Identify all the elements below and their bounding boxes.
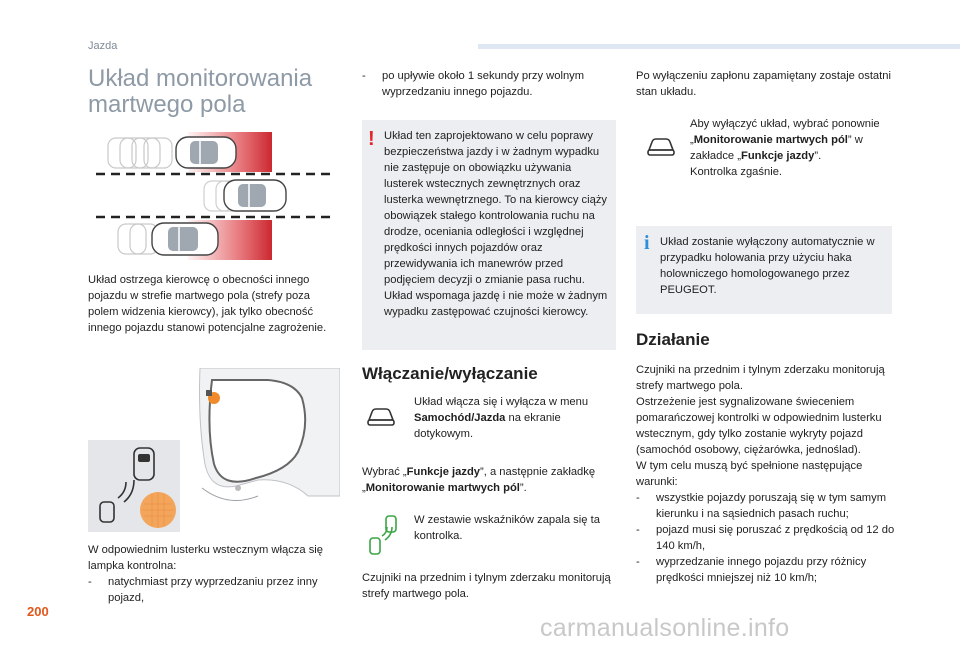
car-settings-icon-2 (646, 134, 676, 158)
page-title: Układ monitorowania martwego pola (88, 65, 313, 118)
car-bottom (152, 223, 218, 255)
intro-paragraph: Układ ostrzega kierowcę o obecności innego pojazdu w strefie martwego pola (strefy poza polem widzenia kierowcy), jak tylko obecność innego pojazdu stanowi potencjalne zagrożenie. (88, 274, 327, 334)
page-number: 200 (27, 604, 49, 619)
sensors-paragraph: Czujniki na przednim i tylnym zderzaku monitorują strefy martwego pola. (362, 572, 611, 600)
list-item: - po upływie około 1 sekundy przy wolnym wyprzedzaniu innego pojazdu. (362, 70, 585, 98)
conditions-list (636, 490, 896, 586)
car-top (176, 137, 236, 168)
ignition-paragraph: Po wyłączeniu zapłonu zapamiętany zostaje ostatni stan układu. (636, 70, 891, 98)
menu-paragraph: Układ włącza się i wyłącza w menu Samochód/Jazda na ekranie dotykowym. (414, 396, 589, 440)
warning-panel (362, 120, 616, 350)
section-heading-enable: Włączanie/wyłączanie (362, 364, 538, 383)
operation-p2: Ostrzeżenie jest sygnalizowane świeceniem pomarańczowej kontrolki w odpowiednim lusterku wstecznym, gdy tylko zostanie wykryty pojazd (samochód osobowy, ciężarówka, jednoślad). (636, 396, 882, 456)
chapter-title: Jazda (88, 40, 118, 52)
operation-text (636, 362, 896, 586)
header-bar (478, 44, 960, 49)
car-own (224, 180, 286, 211)
lamp-paragraph: W zestawie wskaźników zapala się ta kontrolka. (414, 514, 600, 542)
list-item: - wszystkie pojazdy poruszają się w tym samym kierunku i na sąsiednich pasach ruchu; (636, 492, 887, 520)
disable-paragraph: Aby wyłączyć układ, wybrać ponownie „Monitorowanie martwych pól” w zakładce „Funkcje jazdy”. Kontrolka zgaśnie. (690, 118, 880, 178)
car-settings-icon (366, 404, 396, 428)
warning-text: Układ ten zaprojektowano w celu poprawy bezpieczeństwa jazdy i w żadnym wypadku nie zastępuje on obowiązku używania lusterek wstecznych zewnętrznych oraz lusterka wewnętrznego. To na kierowcy ciąży obowiązek stałego kontrolowania ruchu na drodze, oceniania odległości i względnej prędkości innych pojazdów oraz przewidywania ich manewrów przed podjęciem decyzji o zmianie pasa ruchu. Układ wspomaga jazdę i nie może w żadnym wypadku zastępować czujności kierowcy. (384, 130, 608, 318)
mirror-paragraph: W odpowiednim lusterku wstecznym włącza się lampka kontrolna: (88, 544, 324, 572)
info-icon: i (644, 232, 650, 254)
mirror-illustration (88, 368, 340, 532)
select-paragraph: Wybrać „Funkcje jazdy”, a następnie zakładkę „Monitorowanie martwych pól”. (362, 466, 596, 494)
list-item: - natychmiast przy wyprzedzaniu przez inny pojazd, (88, 576, 318, 604)
blind-spot-lamp-icon (366, 514, 406, 556)
info-panel (636, 226, 892, 314)
blind-spot-illustration (88, 128, 340, 262)
warning-icon: ! (368, 128, 375, 150)
mirror-bullets-continued (362, 68, 614, 100)
section-heading-operation: Działanie (636, 330, 710, 349)
list-item: - wyprzedzanie innego pojazdu przy różnicy prędkości mniejszej niż 10 km/h; (636, 556, 867, 584)
watermark: carmanualsonline.info (540, 614, 790, 642)
list-item: - pojazd musi się poruszać z prędkością od 12 do 140 km/h, (636, 524, 895, 552)
mirror-bullets (88, 574, 346, 606)
operation-p1: Czujniki na przednim i tylnym zderzaku monitorują strefy martwego pola. (636, 364, 885, 392)
info-text: Układ zostanie wyłączony automatycznie w przypadku holowania przy użyciu haka holowniczego homologowanego przez PEUGEOT. (660, 236, 875, 296)
ghost-cars-top (108, 138, 172, 168)
blind-spot-diagram (88, 128, 340, 262)
operation-p3: W tym celu muszą być spełnione następujące warunki: (636, 460, 863, 488)
